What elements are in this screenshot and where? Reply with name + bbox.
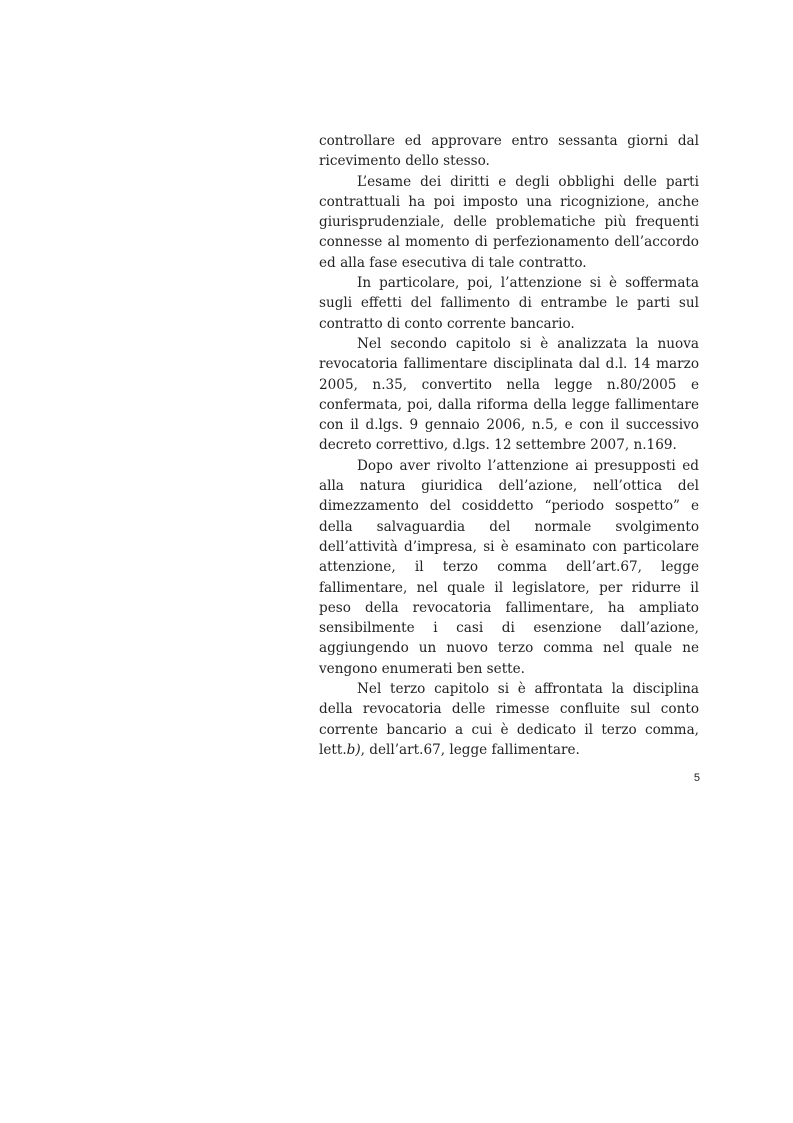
paragraph-text: Dopo aver rivolto l’attenzione ai presupposti ed alla natura giuridica dell’azione, nell’ottica del dimezzamento del cosiddetto “periodo sospetto” e della salvaguardia del normale svolgimento dell’attività d’impresa, si è esaminato con particolare attenzione, il terzo comma dell’art.67, legge fallimentare, nel quale il legislatore, per ridurre il peso della revocatoria fallimentare, ha ampliato sensibilmente i casi di esenzione dall’azione, aggiungendo un nuovo terzo comma nel quale ne vengono enumerati ben sette. <box>319 457 699 677</box>
paragraph-text: Nel terzo capitolo si è affrontata la disciplina della revocatoria delle rimesse confluite sul conto corrente bancario a cui è dedicato il terzo comma, lett. <box>319 681 699 758</box>
paragraph <box>319 172 699 273</box>
body-text <box>319 131 699 760</box>
paragraph-text: In particolare, poi, l’attenzione si è soffermata sugli effetti del fallimento di entrambe le parti sul contratto di conto corrente bancario. <box>319 275 699 332</box>
paragraph <box>319 334 699 456</box>
paragraph-text: Nel secondo capitolo si è analizzata la nuova revocatoria fallimentare disciplinata dal d.l. 14 marzo 2005, n.35, convertito nella legge n.80/2005 e confermata, poi, dalla riforma della legge fallimentare con il d.lgs. 9 gennaio 2006, n.5, e con il successivo decreto correttivo, d.lgs. 12 settembre 2007, n.169. <box>319 335 699 454</box>
page-number: 5 <box>693 772 700 784</box>
paragraph <box>319 131 699 172</box>
paragraph <box>319 456 699 679</box>
paragraph-text-italic: b) <box>346 741 361 758</box>
paragraph <box>319 679 699 760</box>
paragraph <box>319 273 699 334</box>
paragraph-text: , dell’art.67, legge fallimentare. <box>360 741 580 758</box>
paragraph-text: L’esame dei diritti e degli obblighi delle parti contrattuali ha poi imposto una ricognizione, anche giurisprudenziale, delle problematiche più frequenti connesse al momento di perfezionamento dell’accordo ed alla fase esecutiva di tale contratto. <box>319 173 699 271</box>
paragraph-text: controllare ed approvare entro sessanta giorni dal ricevimento dello stesso. <box>319 133 699 170</box>
